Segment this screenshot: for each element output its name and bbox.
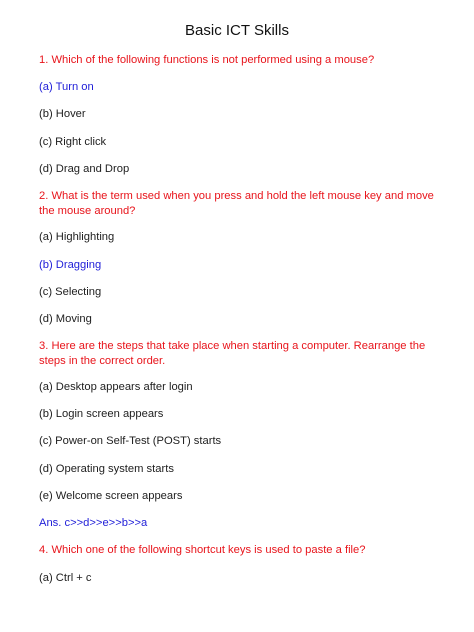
- q2-option-d: (d) Moving: [39, 313, 92, 325]
- q1-option-a: (a) Turn on: [39, 81, 94, 93]
- q4-option-a: (a) Ctrl + c: [39, 572, 92, 584]
- question-2: 2. What is the term used when you press and hold the left mouse key and move the mouse around?: [39, 190, 434, 217]
- q1-option-d: (d) Drag and Drop: [39, 163, 130, 175]
- q3-option-b: (b) Login screen appears: [39, 408, 164, 420]
- q3-option-e: (e) Welcome screen appears: [39, 490, 183, 502]
- question-3: 3. Here are the steps that take place when starting a computer. Rearrange the steps in the correct order.: [39, 340, 426, 367]
- question-4: 4. Which one of the following shortcut keys is used to paste a file?: [39, 544, 366, 556]
- question-1: 1. Which of the following functions is not performed using a mouse?: [39, 54, 375, 66]
- q2-option-a: (a) Highlighting: [39, 231, 115, 243]
- q3-option-d: (d) Operating system starts: [39, 463, 174, 475]
- q3-option-a: (a) Desktop appears after login: [39, 381, 193, 393]
- q3-option-c: (c) Power-on Self-Test (POST) starts: [39, 435, 222, 447]
- q2-option-c: (c) Selecting: [39, 286, 102, 298]
- q1-option-c: (c) Right click: [39, 136, 107, 148]
- document-title: Basic ICT Skills: [185, 22, 289, 39]
- q1-option-b: (b) Hover: [39, 108, 86, 120]
- q3-answer: Ans. c>>d>>e>>b>>a: [39, 517, 148, 529]
- q2-option-b: (b) Dragging: [39, 259, 102, 271]
